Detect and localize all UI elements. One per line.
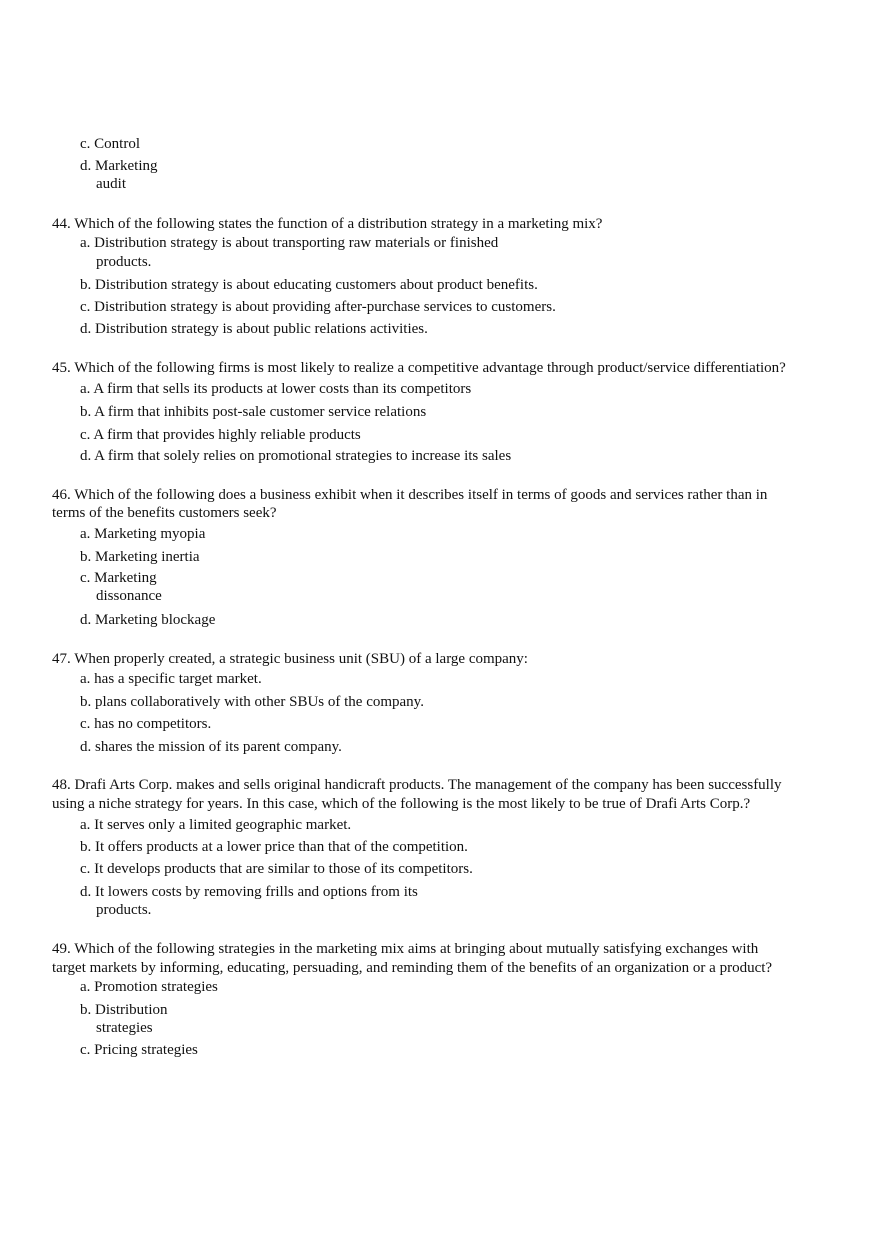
option-a: a. Marketing myopia — [80, 526, 206, 542]
option-b-continued: strategies — [96, 1020, 153, 1036]
question-stem: 47. When properly created, a strategic business unit (SBU) of a large company: — [52, 651, 528, 667]
option-d: d. shares the mission of its parent company. — [80, 739, 342, 755]
question-stem-continued: target markets by informing, educating, persuading, and reminding them of the benefits of an organization or a product? — [52, 960, 773, 976]
option-c: c. A firm that provides highly reliable products — [80, 427, 361, 443]
option-d-continued: audit — [96, 176, 126, 192]
option-b: b. It offers products at a lower price than that of the competition. — [80, 839, 468, 855]
question-stem-continued: using a niche strategy for years. In this case, which of the following is the most likely to be true of Drafi Arts Corp.? — [52, 796, 751, 812]
option-a-continued: products. — [96, 254, 152, 270]
question-stem: 49. Which of the following strategies in the marketing mix aims at bringing about mutually satisfying exchanges with — [52, 941, 759, 957]
question-stem-continued: terms of the benefits customers seek? — [52, 505, 277, 521]
option-a: a. A firm that sells its products at lower costs than its competitors — [80, 381, 472, 397]
option-c-continued: dissonance — [96, 588, 162, 604]
option-c: c. Pricing strategies — [80, 1042, 198, 1058]
option-c: c. Marketing — [80, 570, 157, 586]
option-d: d. Marketing blockage — [80, 612, 216, 628]
question-stem: 44. Which of the following states the function of a distribution strategy in a marketing mix? — [52, 216, 603, 232]
option-b: b. plans collaboratively with other SBUs of the company. — [80, 694, 424, 710]
option-d: d. Marketing — [80, 158, 158, 174]
question-stem: 48. Drafi Arts Corp. makes and sells original handicraft products. The management of the company has been successfully — [52, 777, 782, 793]
question-stem: 46. Which of the following does a business exhibit when it describes itself in terms of goods and services rather than in — [52, 487, 768, 503]
option-c: c. Distribution strategy is about providing after-purchase services to customers. — [80, 299, 556, 315]
option-a: a. has a specific target market. — [80, 671, 262, 687]
option-b: b. Distribution strategy is about educating customers about product benefits. — [80, 277, 538, 293]
option-c: c. has no competitors. — [80, 716, 212, 732]
option-c: c. It develops products that are similar to those of its competitors. — [80, 861, 473, 877]
option-b: b. Marketing inertia — [80, 549, 200, 565]
option-a: a. Distribution strategy is about transporting raw materials or finished — [80, 235, 499, 251]
option-a: a. Promotion strategies — [80, 979, 218, 995]
option-d-continued: products. — [96, 902, 152, 918]
option-a: a. It serves only a limited geographic market. — [80, 817, 352, 833]
question-stem: 45. Which of the following firms is most likely to realize a competitive advantage through product/service differentiation? — [52, 360, 786, 376]
option-b: b. Distribution — [80, 1002, 168, 1018]
option-d: d. Distribution strategy is about public relations activities. — [80, 321, 428, 337]
option-b: b. A firm that inhibits post-sale customer service relations — [80, 404, 427, 420]
option-d: d. It lowers costs by removing frills and options from its — [80, 884, 418, 900]
option-c: c. Control — [80, 136, 140, 152]
option-d: d. A firm that solely relies on promotional strategies to increase its sales — [80, 448, 512, 464]
